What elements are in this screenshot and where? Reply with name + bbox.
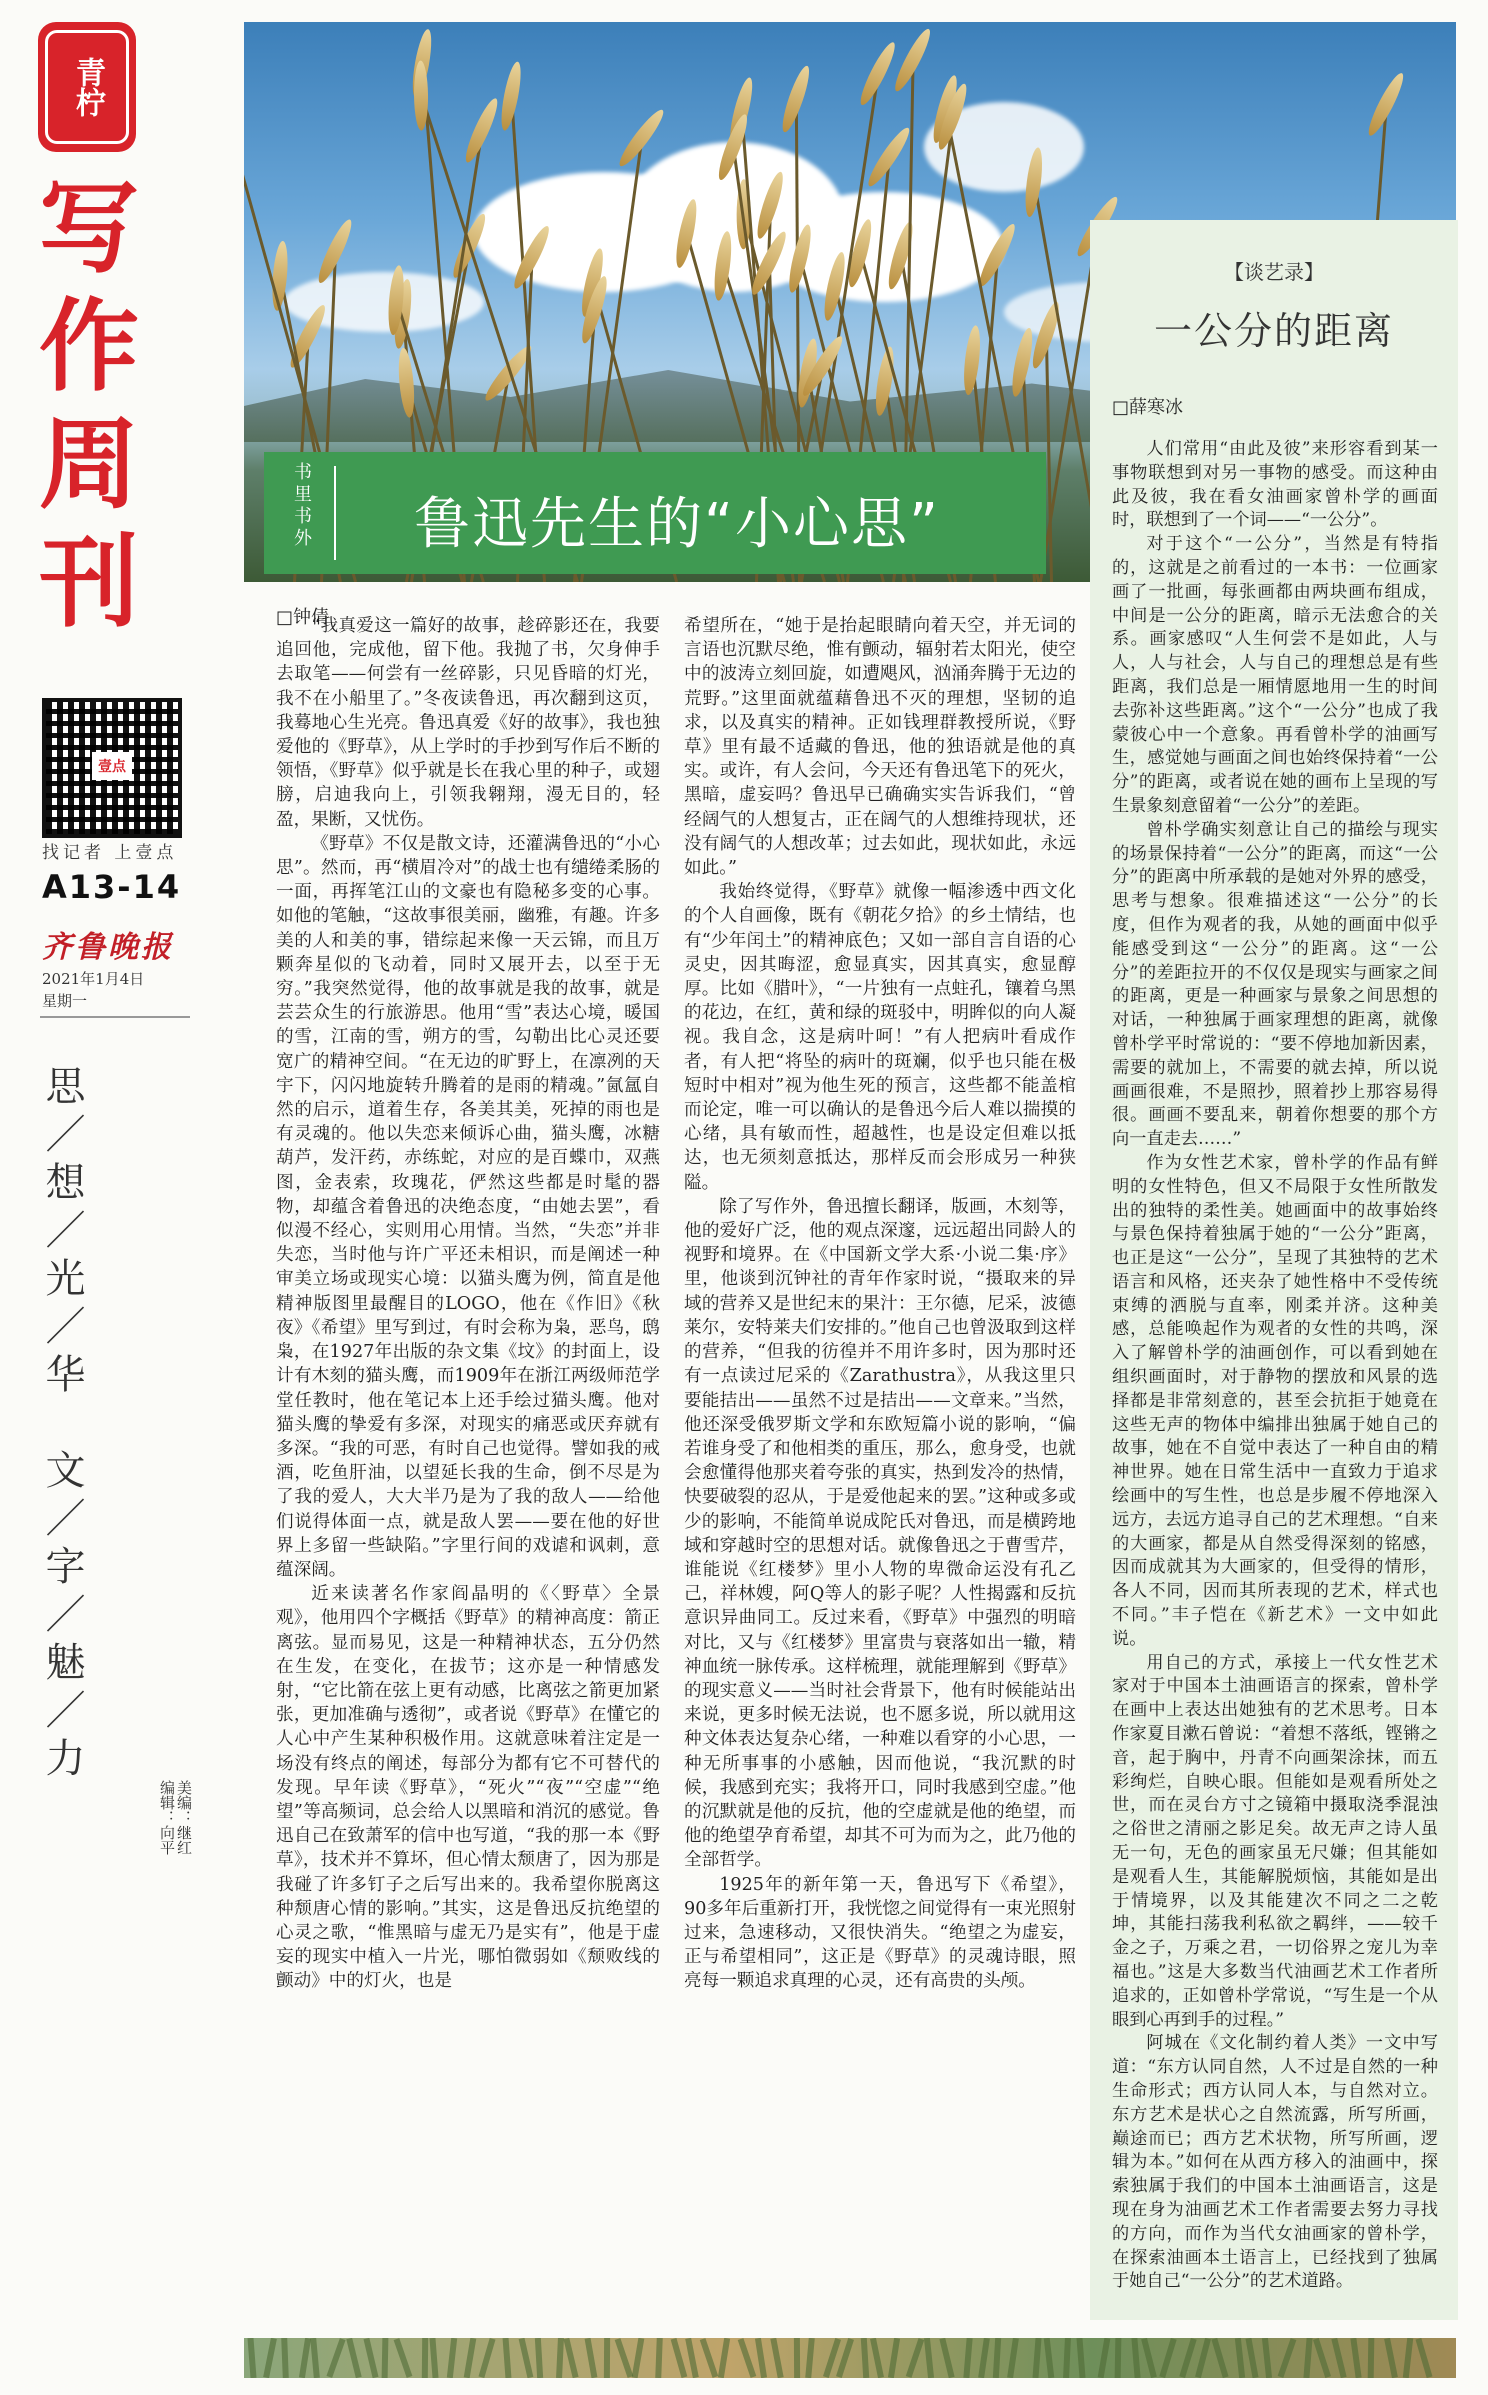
page-number: A13-14 [42, 868, 182, 906]
grass-blade [1245, 2338, 1258, 2378]
grass-blade [939, 2338, 954, 2378]
grass-blade [248, 2338, 257, 2378]
article-category: 【谈艺录】 [1224, 260, 1324, 284]
grass-blade [604, 2338, 610, 2378]
article-column-1 [276, 614, 660, 2326]
paragraph: 我始终觉得，《野草》就像一幅渗透中西文化的个人自画像，既有《朝花夕拾》的乡土情结，也有“少年闰土”的精神底色；又如一部自言自语的心灵史，因其晦涩，愈显真实，因其真实，愈显醇厚。比如《腊叶》，“一片独有一点蛀孔，镶着乌黑的花边，在红，黄和绿的斑驳中，明眸似的向人凝视。我自念，这是病叶呵！”有人把病叶看成作者，有人把“将坠的病叶的斑斓，似乎也只能在极短时中相对”视为他生死的预言，这些都不能盖棺而论定，唯一可以确认的是鲁迅今后人难以揣摸的心绪，具有敏而性，超越性，也是设定但难以抵达，也无须刻意抵达，那样反而会形成另一种狭隘。 [684, 882, 1076, 1193]
masthead-char: 刊 [39, 524, 139, 641]
qr-badge: 壹点 [92, 752, 132, 780]
grass-blade [311, 2338, 321, 2378]
paragraph: “我真爱这一篇好的故事，趁碎影还在，我要追回他，完成他，留下他。我抛了书，欠身伸手去取笔——何尝有一丝碎影，只见昏暗的灯光，我不在小船里了。”冬夜读鲁迅，再次翻到这页，我蓦地心生光亮。鲁迅真爱《好的故事》，我也独爱他的《野草》，从上学时的手抄到写作后不断的领悟，《野草》似乎就是长在我心里的种子，或翅膀，启迪我向上，引领我翱翔，漫无目的，轻盈，果断，又忧伤。 [276, 616, 660, 830]
reed-plume [386, 264, 406, 335]
article-column-3 [1112, 438, 1438, 2308]
grass-blade [888, 2338, 900, 2378]
grass-blade [861, 2338, 869, 2378]
grass-blade [1141, 2338, 1157, 2378]
grass-blade [364, 2338, 379, 2378]
grass-blade [905, 2338, 923, 2378]
qr-code[interactable] [42, 698, 182, 838]
article-author: □薛寒冰 [1112, 397, 1184, 418]
newspaper-logo [38, 22, 136, 152]
find-reporter-text: 找记者 上壹点 [42, 843, 178, 863]
grass-blade [1313, 2338, 1331, 2378]
grass-blade [518, 2338, 533, 2378]
grass-blade [381, 2338, 388, 2378]
reed-plume [1028, 300, 1064, 371]
paragraph: 希望所在，“她于是抬起眼睛向着天空，并无词的言语也沉默尽绝，惟有颤动，辐射若太阳光，使空中的波涛立刻回旋，如遭飓风，汹涌奔腾于无边的荒野。”这里面就蕴藉鲁迅不灭的理想，坚韧的追求，以及真实的精神。正如钱理群教授所说，《野草》里有最不适藏的鲁迅，他的独语就是他的真实。或许，有人会问，今天还有鲁迅笔下的死火，黑暗，虚妄吗？鲁迅早已确确实实告诉我们，“曾经阔气的人想复古，正在阔气的人想维持现状，还没有阔气的人想改革；过去如此，现状如此，永远如此。” [684, 616, 1076, 879]
grass-blade [924, 2338, 934, 2378]
grass-blade [770, 2338, 783, 2378]
grass-blade [755, 2338, 767, 2378]
grass-blade [1262, 2338, 1272, 2378]
grass-blade [737, 2338, 756, 2378]
paragraph: 人们常用“由此及彼”来形容看到某一事物联想到对另一事物的感受。而这种由此及彼，我在看女油画家曾朴学的画面时，联想到了一个词——“一公分”。 [1112, 439, 1438, 531]
grass-blade [671, 2338, 688, 2378]
paragraph: 曾朴学确实刻意让自己的描绘与现实的场景保持着“一公分”的距离，而这“一公分”的距离中所承载的是她对外界的感受，思考与想象。很难描述这“一公分”的长度，但作为观者的我，从她的画面中似乎能感受到这“一公分”的距离。这“一公分”的差距拉开的不仅仅是现实与画家之间的距离，更是一种画家与景象之间思想的对话，一种独属于画家理想的距离，就像曾朴学平时常说的：“要不停地加新因素，需要的就加上，不需要的就去掉，所以说画画很难，不是照抄，照着抄上那容易得很。画画不要乱来，朝着你想要的那个方向一直走去……” [1112, 819, 1438, 1150]
grass-blade [700, 2338, 719, 2378]
grass-blade [1043, 2338, 1054, 2378]
reed-plume [615, 106, 668, 170]
reed-plume [712, 231, 735, 302]
article-title-bar [264, 452, 1046, 574]
reed-plume [864, 124, 915, 190]
grass-blade [805, 2338, 815, 2378]
article-title: 一公分的距离 [1153, 309, 1394, 353]
grass-blade [281, 2338, 289, 2378]
reed-plume [313, 217, 356, 286]
reed-plume [672, 198, 700, 269]
bottom-photo-strip [244, 2338, 1456, 2378]
masthead-char: 周 [39, 406, 139, 523]
article-title: 鲁迅先生的“小心思” [414, 492, 941, 557]
divider [334, 466, 336, 560]
article-author: □钟倩 [276, 607, 330, 628]
text-editor: 编辑：向平 [158, 1780, 176, 1855]
grass-blade [1097, 2338, 1110, 2378]
date-text: 2021年1月4日 [42, 970, 145, 988]
reed-plume [856, 39, 900, 108]
grass-blade [794, 2338, 800, 2378]
grass-blade [1277, 2338, 1296, 2378]
grass-blade [563, 2338, 578, 2378]
reed-plume [498, 61, 525, 132]
reed-plume [785, 223, 815, 294]
grass-blade [1368, 2338, 1375, 2378]
grass-blade [1402, 2338, 1412, 2378]
grass-blade [299, 2338, 311, 2378]
masthead-char: 作 [39, 288, 139, 405]
grass-blade [978, 2338, 990, 2378]
grass-blade [964, 2338, 973, 2378]
grass-blade [1331, 2338, 1346, 2378]
grass-blade [718, 2338, 730, 2378]
reed-plume [509, 223, 554, 292]
grass-blade [1007, 2338, 1019, 2378]
grass-blade [1195, 2338, 1211, 2378]
reed-plume [270, 240, 290, 311]
paragraph: 除了写作外，鲁迅擅长翻译，版画，木刻等，他的爱好广泛，他的观点深邃，远远超出同龄人的视野和境界。在《中国新文学大系·小说二集·序》里，他谈到沉钟社的青年作家时说，“摄取来的异域的营养又是世纪末的果汁：王尔德，尼采，波德莱尔，安特莱夫们安排的。”他自己也曾汲取到这样的营养，“但我的彷徨并不用许多时，因为那时还有一点读过尼采的《Zarathustra》，从我这里只要能拮出——虽然不过是拮出——文章来。”当然，他还深受俄罗斯文学和东欧短篇小说的影响，“偏若谁身受了和他相类的重压，那么，愈身受，也就会愈懂得他那夹着夸张的真实，热到发冷的热情，快要破裂的忍从，于是爱他起来的罢。”这种或多或少的影响，不能简单说成陀氏对鲁迅，而是横跨地域和穿越时空的思想对话。就像鲁迅之于曹雪芹，谁能说《红楼梦》里小人物的卑微命运没有孔乙己，祥林嫂，阿Q等人的影子呢？人性揭露和反抗意识异曲同工。反过来看，《野草》中强烈的明暗对比，又与《红楼梦》里富贵与衰落如出一辙，精神血统一脉传承。这样梳理，就能理解到《野草》的现实意义——当时社会背景下，他有时候能站出来说，更多时候无法说，也不愿多说，所以就用这种文体表达复杂心绪，一种难以看穿的小心思，一种无所事事的小感触，因而他说，“我沉默的时候，我感到充实；我将开口，同时我感到空虚。”他的沉默就是他的反抗，他的空虚就是他的绝望，而他的绝望孕育希望，却其不可为而为之，此乃他的全部哲学。 [684, 1196, 1076, 1871]
grass-blade [685, 2338, 699, 2378]
reed-plume [778, 64, 814, 135]
column-motto: 思／想／光／华 文／字／魅／力 [39, 1065, 85, 1785]
grass-blade [1384, 2338, 1398, 2378]
paragraph: 用自己的方式，承接上一代女性艺术家对于中国本土油画语言的探索，曾朴学在画中上表达出她独有的艺术思考。日本作家夏目漱石曾说：“着想不落纸，铿锵之音，起于胸中，丹青不向画架涂抹，而五彩绚烂，自映心眼。但能如是观看所处之世，而在灵台方寸之镜箱中摄取浇季混浊之俗世之清丽之影足矣。故无声之诗人虽无一句，无色的画家虽无尺嫌；但其能如是观看人生，其能解脱烦恼，其能如是出于情境界，以及其能建次不同之二之乾坤，其能扫荡我利私欲之羁绊，——较千金之子，万乘之君，一切俗界之宠儿为幸福也。”这是大多数当代油画艺术工作者所追求的，正如曾朴学常说，“写生是一个从眼到心再到手的过程。” [1112, 1652, 1438, 2030]
grass-blade [263, 2338, 277, 2378]
paragraph: 作为女性艺术家，曾朴学的作品有鲜明的女性特色，但又不局限于女性所散发出的独特的柔性美。她画面中的故事始终与景色保持着独属于她的“一公分”距离，也正是这“一公分”，呈现了其独特的艺术语言和风格，还夹杂了她性格中不受传统束缚的洒脱与直率，刚柔并济。这种美感，总能唤起作为观者的女性的共鸣，深入了解曾朴学的油画创作，可以看到她在组织画面时，对于静物的摆放和风景的选择都是非常刻意的，甚至会抗拒于她竟在这些无声的物体中编排出独属于她自己的故事，她在不自觉中表达了一种自由的精神世界。她在日常生活中一直致力于追求绘画中的写生性，也总是步履不停地深入远方，去远方追寻自己的艺术理想。“自来的大画家，都是从自然受得深刻的铭感，因而成就其为大画家的，但受得的情形，各人不同，因而其所表现的艺术，样式也不同。”丰子恺在《新艺术》一文中如此说。 [1112, 1152, 1438, 1649]
issue-date [42, 968, 144, 1012]
grass-blade [1064, 2338, 1072, 2378]
paragraph: 阿城在《文化制约着人类》一文中写道：“东方认同自然，人不过是自然的一种生命形式；西方认同人本，与自然对立。东方艺术是状心之自然流露，所写所画，巅途而已；西方艺术状物，所写所画，逻辑为本。”如何在从西方移入的油画中，探索独属于我们的中国本土油画语言，这是现在身为油画艺术工作者需要去努力寻找的方向，而作为当代女油画家的曾朴学，在探索油画本土语言上，已经找到了独属于她自己“一公分”的艺术道路。 [1112, 2033, 1438, 2292]
grass-blade [464, 2338, 477, 2378]
reed-plume [1022, 147, 1045, 218]
grass-blade [535, 2338, 543, 2378]
grass-blade [447, 2338, 457, 2378]
paragraph: 近来读著名作家阎晶明的《〈野草〉全景观》，他用四个字概括《野草》的精神高度：箭正离弦。显而易见，这是一种精神状态，五分仍然在生发，在变化，在拔节；这亦是一种情感发射，“它比箭在弦上更有动感，比离弦之箭更加紧张，更加准确与透彻”，或者说《野草》在懂它的人心中产生某种积极作用。这就意味着注定是一场没有终点的阐述，每部分为都有它不可替代的发现。早年读《野草》，“死火”“夜”“空虚”“绝望”等高频词，总会给人以黑暗和消沉的感觉。鲁迅自己在致萧军的信中也写道，“我的那一本《野草》，技术并不算坏，但心情太颓唐了，因为那是我碰了许多钉子之后写出来的。我希望你脱离这种颓唐心情的影响。”其实，这是鲁迅反抗绝望的心灵之歌，“惟黑暗与虚无乃是实有”，他是于虚妄的现实中植入一片光，哪怕微弱如《颓败线的颤动》中的灯火，也是 [276, 1584, 660, 1992]
grass-blade [632, 2338, 645, 2378]
editor-credits [148, 1780, 192, 1855]
art-editor: 美编：继红 [175, 1780, 193, 1855]
grass-blade [1235, 2338, 1245, 2378]
reed-plume [890, 26, 935, 95]
reed-plume [961, 324, 983, 395]
grass-blade [870, 2338, 884, 2378]
reed-plume [1364, 70, 1408, 139]
masthead-title [34, 170, 144, 642]
grass-blade [993, 2338, 1001, 2378]
divider [40, 1016, 190, 1018]
grass-blade [421, 2338, 427, 2378]
paragraph: 《野草》不仅是散文诗，还灌满鲁迅的“小心思”。然而，再“横眉冷对”的战士也有缱绻柔肠的一面，再挥笔江山的文豪也有隐秘多变的心事。如他的笔触，“这故事很美丽，幽雅，有趣。许多美的人和美的事，错综起来像一天云锦，而且万颗奔星似的飞动着，同时又展开去，以至于无穷。”我突然觉得，他的故事就是我的故事，就是芸芸众生的行旅游思。他用“雪”表达心境，暖国的雪，江南的雪，朔方的雪，勾勒出比心灵还要宽广的精神空间。“在无边的旷野上，在凛冽的天宇下，闪闪地旋转升腾着的是雨的精魂。”氤氲自然的启示，道着生存，各美其美，死掉的雨也是有灵魂的。他以失恋来倾诉心曲，猫头鹰，冰糖葫芦，发汗药，赤练蛇，对应的是百蝶巾，双燕图，金表索，玫瑰花，俨然这些都是时髦的器物，却蕴含着鲁迅的决绝态度，“由她去罢”，看似漫不经心，实则用心用情。当然，“失恋”并非失恋，当时他与许广平还未相识，而是阐述一种审美立场或现实心境：以猫头鹰为例，简直是他精神版图里最醒目的LOGO，他在《作旧》《秋夜》《希望》里写到过，有时会称为枭，恶鸟，鸱枭，在1927年出版的杂文集《坟》的封面上，设计有木刻的猫头鹰，而1909年在浙江两级师范学堂任教时，他在笔记本上还手绘过猫头鹰。他对猫头鹰的挚爱有多深，对现实的痛恶或厌弃就有多深。“我的可恶，有时自己也觉得。譬如我的戒酒，吃鱼肝油，以望延长我的生命，倒不尽是为了我的爱人，大大半乃是为了我的敌人——给他们说得体面一点，就是敌人罢——要在他的好世界上多留一些缺陷。”字里行间的戏谑和讽刺，意蕴深阔。 [276, 833, 660, 1580]
grass-blade [556, 2338, 564, 2378]
grass-blade [479, 2338, 496, 2378]
paragraph: 1925年的新年第一天，鲁迅写下《希望》，90多年后重新打开，我恍惚之间觉得有一束光照射过来，急速移动，又很快消失。“绝望之为虚妄，正与希望相同”，这正是《野草》的灵魂诗眼，照亮每一颗追求真理的心灵，还有高贵的头颅。 [684, 1874, 1076, 1992]
grass-blade [1350, 2338, 1361, 2378]
grass-blade [584, 2338, 597, 2378]
grass-blade [1211, 2338, 1228, 2378]
grass-blade [1032, 2338, 1041, 2378]
reed-plume [752, 170, 787, 241]
weekday-text: 星期一 [42, 992, 88, 1010]
grass-blade [1303, 2338, 1312, 2378]
grass-blade [1131, 2338, 1140, 2378]
grass-blade [393, 2338, 412, 2378]
grass-blade [502, 2338, 511, 2378]
reed-plume [461, 96, 502, 166]
paper-name: 齐鲁晚报 [42, 930, 174, 965]
reed-plume [975, 221, 1020, 289]
grass-blade [347, 2338, 362, 2378]
article-column-2 [684, 614, 1076, 2326]
grass-blade [655, 2338, 662, 2378]
masthead-char: 写 [39, 170, 139, 287]
grass-blade [1415, 2338, 1432, 2378]
logo-text: 青柠 [45, 30, 129, 144]
grass-blade [1159, 2338, 1176, 2378]
grass-blade [1115, 2338, 1122, 2378]
grass-blade [326, 2338, 345, 2378]
grass-blade [1076, 2338, 1085, 2378]
grass-blade [1179, 2338, 1196, 2378]
grass-blade [430, 2338, 439, 2378]
section-label: 书里书外 [291, 462, 312, 550]
paragraph: 对于这个“一公分”，当然是有特指的，这就是之前看过的一本书：一位画家画了一批画，每张画都由两块画布组成，中间是一公分的距离，暗示无法愈合的关系。画家感叹“人生何尝不是如此，人与人，人与社会，人与自己的理想总是有些距离，我们总是一厢情愿地用一生的时间去弥补这些距离。”这个“一公分”也成了我蒙彼心中一个意象。再看曾朴学的油画写生，感觉她与画面之间也始终保持着“一公分”的距离，或者说在她的画布上呈现的写生景象刻意留着“一公分”的差距。 [1112, 534, 1438, 816]
grass-blade [614, 2338, 633, 2378]
reed-plume [884, 220, 917, 291]
